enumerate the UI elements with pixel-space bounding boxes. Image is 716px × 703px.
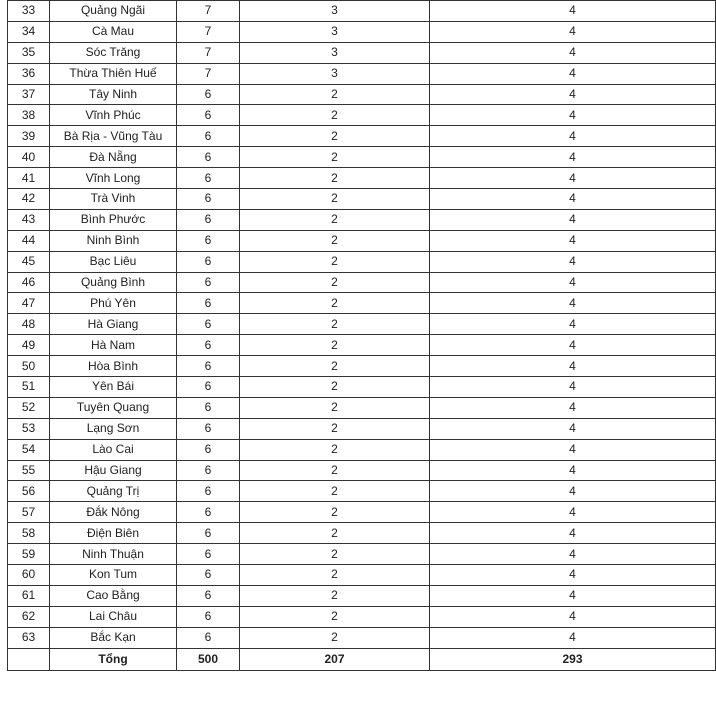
- count-b-cell: 4: [430, 502, 716, 523]
- total-count-cell: 6: [177, 627, 240, 648]
- province-name-cell: Lào Cai: [50, 439, 177, 460]
- total-count-cell: 6: [177, 377, 240, 398]
- total-count-cell: 6: [177, 460, 240, 481]
- province-name-cell: Thừa Thiên Huế: [50, 63, 177, 84]
- total-count-cell: 6: [177, 335, 240, 356]
- province-name-cell: Vĩnh Phúc: [50, 105, 177, 126]
- row-number-cell: 44: [8, 230, 50, 251]
- table-row: [8, 544, 716, 565]
- province-name-cell: Trà Vinh: [50, 189, 177, 210]
- row-number-cell: 56: [8, 481, 50, 502]
- table-body: [8, 1, 716, 671]
- province-name-cell: Bình Phước: [50, 209, 177, 230]
- count-a-cell: 3: [240, 63, 430, 84]
- row-number-cell: 59: [8, 544, 50, 565]
- grand-total-b-cell: 293: [430, 648, 716, 670]
- province-name-cell: Tuyên Quang: [50, 397, 177, 418]
- province-name-cell: Kon Tum: [50, 565, 177, 586]
- count-a-cell: 2: [240, 418, 430, 439]
- count-b-cell: 4: [430, 168, 716, 189]
- count-a-cell: 2: [240, 209, 430, 230]
- total-row-number-cell: [8, 648, 50, 670]
- row-number-cell: 48: [8, 314, 50, 335]
- count-a-cell: 2: [240, 272, 430, 293]
- row-number-cell: 45: [8, 251, 50, 272]
- table-row: [8, 565, 716, 586]
- row-number-cell: 41: [8, 168, 50, 189]
- total-count-cell: 6: [177, 168, 240, 189]
- table-row: [8, 42, 716, 63]
- province-name-cell: Sóc Trăng: [50, 42, 177, 63]
- count-b-cell: 4: [430, 397, 716, 418]
- count-b-cell: 4: [430, 230, 716, 251]
- count-a-cell: 2: [240, 147, 430, 168]
- count-a-cell: 3: [240, 21, 430, 42]
- total-label-cell: Tổng: [50, 648, 177, 670]
- province-name-cell: Phú Yên: [50, 293, 177, 314]
- row-number-cell: 52: [8, 397, 50, 418]
- count-b-cell: 4: [430, 147, 716, 168]
- table-row: [8, 356, 716, 377]
- province-name-cell: Bạc Liêu: [50, 251, 177, 272]
- table-row: [8, 627, 716, 648]
- table-row: [8, 126, 716, 147]
- count-b-cell: 4: [430, 606, 716, 627]
- province-name-cell: Hòa Bình: [50, 356, 177, 377]
- table-row: [8, 168, 716, 189]
- province-name-cell: Hà Giang: [50, 314, 177, 335]
- table-row: [8, 1, 716, 22]
- count-b-cell: 4: [430, 189, 716, 210]
- count-a-cell: 2: [240, 627, 430, 648]
- table-row: [8, 397, 716, 418]
- total-count-cell: 6: [177, 105, 240, 126]
- total-count-cell: 6: [177, 126, 240, 147]
- total-count-cell: 6: [177, 272, 240, 293]
- row-number-cell: 40: [8, 147, 50, 168]
- total-count-cell: 7: [177, 42, 240, 63]
- count-a-cell: 2: [240, 126, 430, 147]
- table-row: [8, 230, 716, 251]
- count-b-cell: 4: [430, 126, 716, 147]
- table-row: [8, 272, 716, 293]
- count-b-cell: 4: [430, 209, 716, 230]
- province-name-cell: Yên Bái: [50, 377, 177, 398]
- table-row: [8, 147, 716, 168]
- count-b-cell: 4: [430, 627, 716, 648]
- table-row: [8, 439, 716, 460]
- count-a-cell: 2: [240, 481, 430, 502]
- province-name-cell: Đà Nẵng: [50, 147, 177, 168]
- table-row: [8, 209, 716, 230]
- count-a-cell: 2: [240, 606, 430, 627]
- province-name-cell: Quảng Bình: [50, 272, 177, 293]
- province-name-cell: Tây Ninh: [50, 84, 177, 105]
- count-b-cell: 4: [430, 356, 716, 377]
- row-number-cell: 35: [8, 42, 50, 63]
- total-count-cell: 6: [177, 606, 240, 627]
- total-count-cell: 6: [177, 251, 240, 272]
- table-row: [8, 585, 716, 606]
- province-name-cell: Lai Châu: [50, 606, 177, 627]
- count-b-cell: 4: [430, 1, 716, 22]
- table-row: [8, 63, 716, 84]
- table-row: [8, 460, 716, 481]
- count-a-cell: 2: [240, 105, 430, 126]
- count-a-cell: 2: [240, 377, 430, 398]
- total-count-cell: 6: [177, 356, 240, 377]
- row-number-cell: 62: [8, 606, 50, 627]
- count-a-cell: 2: [240, 335, 430, 356]
- province-name-cell: Hậu Giang: [50, 460, 177, 481]
- province-name-cell: Bà Rịa - Vũng Tàu: [50, 126, 177, 147]
- table-row: [8, 418, 716, 439]
- row-number-cell: 36: [8, 63, 50, 84]
- row-number-cell: 39: [8, 126, 50, 147]
- table-row: [8, 335, 716, 356]
- count-a-cell: 2: [240, 439, 430, 460]
- total-count-cell: 7: [177, 1, 240, 22]
- count-a-cell: 2: [240, 168, 430, 189]
- table-row: [8, 105, 716, 126]
- total-count-cell: 6: [177, 147, 240, 168]
- count-b-cell: 4: [430, 105, 716, 126]
- row-number-cell: 33: [8, 1, 50, 22]
- count-a-cell: 3: [240, 1, 430, 22]
- row-number-cell: 61: [8, 585, 50, 606]
- count-b-cell: 4: [430, 481, 716, 502]
- total-row: [8, 648, 716, 670]
- grand-total-cell: 500: [177, 648, 240, 670]
- province-name-cell: Ninh Thuận: [50, 544, 177, 565]
- province-name-cell: Bắc Kạn: [50, 627, 177, 648]
- count-a-cell: 2: [240, 230, 430, 251]
- total-count-cell: 6: [177, 397, 240, 418]
- table-row: [8, 481, 716, 502]
- count-a-cell: 2: [240, 397, 430, 418]
- row-number-cell: 51: [8, 377, 50, 398]
- count-a-cell: 2: [240, 523, 430, 544]
- count-b-cell: 4: [430, 523, 716, 544]
- total-count-cell: 6: [177, 209, 240, 230]
- count-b-cell: 4: [430, 84, 716, 105]
- province-name-cell: Ninh Bình: [50, 230, 177, 251]
- count-b-cell: 4: [430, 565, 716, 586]
- province-name-cell: Điện Biên: [50, 523, 177, 544]
- row-number-cell: 42: [8, 189, 50, 210]
- count-a-cell: 2: [240, 460, 430, 481]
- count-b-cell: 4: [430, 418, 716, 439]
- count-b-cell: 4: [430, 439, 716, 460]
- count-b-cell: 4: [430, 314, 716, 335]
- total-count-cell: 6: [177, 84, 240, 105]
- count-a-cell: 2: [240, 84, 430, 105]
- grand-total-a-cell: 207: [240, 648, 430, 670]
- count-b-cell: 4: [430, 293, 716, 314]
- count-b-cell: 4: [430, 460, 716, 481]
- count-b-cell: 4: [430, 63, 716, 84]
- total-count-cell: 6: [177, 544, 240, 565]
- row-number-cell: 57: [8, 502, 50, 523]
- total-count-cell: 7: [177, 21, 240, 42]
- province-name-cell: Vĩnh Long: [50, 168, 177, 189]
- count-a-cell: 2: [240, 356, 430, 377]
- count-b-cell: 4: [430, 544, 716, 565]
- count-b-cell: 4: [430, 272, 716, 293]
- total-count-cell: 6: [177, 481, 240, 502]
- province-name-cell: Cao Bằng: [50, 585, 177, 606]
- row-number-cell: 58: [8, 523, 50, 544]
- row-number-cell: 43: [8, 209, 50, 230]
- count-b-cell: 4: [430, 335, 716, 356]
- table-row: [8, 84, 716, 105]
- count-a-cell: 2: [240, 544, 430, 565]
- row-number-cell: 53: [8, 418, 50, 439]
- row-number-cell: 63: [8, 627, 50, 648]
- total-count-cell: 6: [177, 585, 240, 606]
- row-number-cell: 47: [8, 293, 50, 314]
- count-b-cell: 4: [430, 251, 716, 272]
- province-name-cell: Hà Nam: [50, 335, 177, 356]
- province-name-cell: Quảng Trị: [50, 481, 177, 502]
- count-b-cell: 4: [430, 42, 716, 63]
- table-row: [8, 251, 716, 272]
- total-count-cell: 6: [177, 230, 240, 251]
- total-count-cell: 6: [177, 523, 240, 544]
- table-row: [8, 377, 716, 398]
- province-name-cell: Lạng Sơn: [50, 418, 177, 439]
- total-count-cell: 6: [177, 565, 240, 586]
- row-number-cell: 54: [8, 439, 50, 460]
- count-a-cell: 2: [240, 189, 430, 210]
- count-b-cell: 4: [430, 585, 716, 606]
- total-count-cell: 7: [177, 63, 240, 84]
- province-table: [7, 0, 716, 671]
- count-a-cell: 2: [240, 565, 430, 586]
- row-number-cell: 60: [8, 565, 50, 586]
- province-name-cell: Quảng Ngãi: [50, 1, 177, 22]
- total-count-cell: 6: [177, 189, 240, 210]
- table-row: [8, 502, 716, 523]
- table-row: [8, 314, 716, 335]
- row-number-cell: 34: [8, 21, 50, 42]
- count-b-cell: 4: [430, 21, 716, 42]
- row-number-cell: 38: [8, 105, 50, 126]
- count-a-cell: 2: [240, 251, 430, 272]
- count-a-cell: 2: [240, 585, 430, 606]
- row-number-cell: 55: [8, 460, 50, 481]
- total-count-cell: 6: [177, 293, 240, 314]
- table-row: [8, 21, 716, 42]
- table-row: [8, 523, 716, 544]
- total-count-cell: 6: [177, 314, 240, 335]
- row-number-cell: 37: [8, 84, 50, 105]
- document-page: [7, 0, 715, 671]
- province-name-cell: Đắk Nông: [50, 502, 177, 523]
- row-number-cell: 50: [8, 356, 50, 377]
- table-row: [8, 293, 716, 314]
- row-number-cell: 49: [8, 335, 50, 356]
- count-a-cell: 3: [240, 42, 430, 63]
- table-row: [8, 606, 716, 627]
- table-row: [8, 189, 716, 210]
- total-count-cell: 6: [177, 418, 240, 439]
- total-count-cell: 6: [177, 502, 240, 523]
- row-number-cell: 46: [8, 272, 50, 293]
- count-a-cell: 2: [240, 293, 430, 314]
- count-a-cell: 2: [240, 314, 430, 335]
- count-a-cell: 2: [240, 502, 430, 523]
- total-count-cell: 6: [177, 439, 240, 460]
- province-name-cell: Cà Mau: [50, 21, 177, 42]
- count-b-cell: 4: [430, 377, 716, 398]
